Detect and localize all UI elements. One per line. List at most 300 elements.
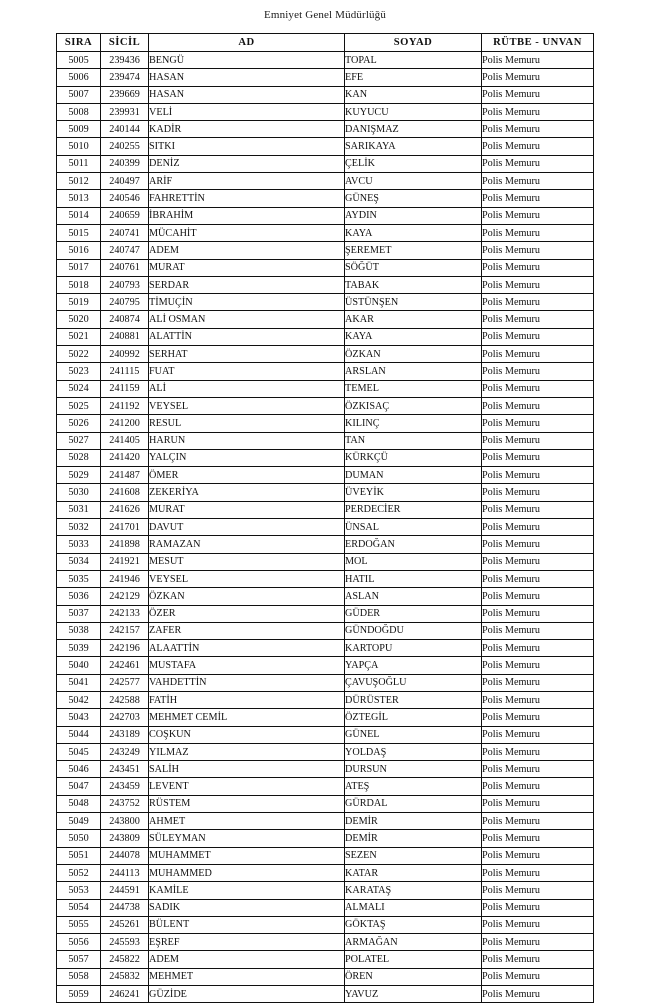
table-row <box>57 380 594 397</box>
table-row <box>57 346 594 363</box>
cell-sicil: 240747 <box>101 242 149 259</box>
cell-sicil: 243800 <box>101 813 149 830</box>
cell-sicil: 245261 <box>101 916 149 933</box>
cell-rutbe: Polis Memuru <box>482 640 594 657</box>
cell-sicil: 242577 <box>101 674 149 691</box>
table-row <box>57 259 594 276</box>
cell-ad: RESUL <box>149 415 345 432</box>
cell-sira: 5031 <box>57 501 101 518</box>
cell-sicil: 242133 <box>101 605 149 622</box>
cell-sira: 5030 <box>57 484 101 501</box>
document-title: Emniyet Genel Müdürlüğü <box>264 9 386 21</box>
table-row <box>57 916 594 933</box>
cell-rutbe: Polis Memuru <box>482 484 594 501</box>
cell-soyad: ÖZTEGİL <box>345 709 482 726</box>
cell-soyad: HATIL <box>345 570 482 587</box>
cell-ad: ADEM <box>149 951 345 968</box>
cell-sira: 5028 <box>57 449 101 466</box>
cell-sira: 5052 <box>57 864 101 881</box>
cell-ad: FAHRETTİN <box>149 190 345 207</box>
cell-sicil: 243451 <box>101 761 149 778</box>
cell-rutbe: Polis Memuru <box>482 951 594 968</box>
cell-rutbe: Polis Memuru <box>482 899 594 916</box>
cell-ad: HASAN <box>149 86 345 103</box>
column-header-soyad: SOYAD <box>345 34 482 52</box>
cell-soyad: KILINÇ <box>345 415 482 432</box>
cell-rutbe: Polis Memuru <box>482 207 594 224</box>
cell-soyad: GÖKTAŞ <box>345 916 482 933</box>
cell-soyad: KARATAŞ <box>345 882 482 899</box>
cell-sira: 5025 <box>57 397 101 414</box>
cell-rutbe: Polis Memuru <box>482 190 594 207</box>
cell-sicil: 242461 <box>101 657 149 674</box>
cell-rutbe: Polis Memuru <box>482 173 594 190</box>
cell-rutbe: Polis Memuru <box>482 847 594 864</box>
cell-sira: 5016 <box>57 242 101 259</box>
cell-soyad: GÜNEŞ <box>345 190 482 207</box>
cell-sicil: 241405 <box>101 432 149 449</box>
cell-rutbe: Polis Memuru <box>482 813 594 830</box>
cell-rutbe: Polis Memuru <box>482 570 594 587</box>
cell-sira: 5018 <box>57 276 101 293</box>
cell-sicil: 241115 <box>101 363 149 380</box>
cell-sira: 5035 <box>57 570 101 587</box>
cell-sira: 5037 <box>57 605 101 622</box>
cell-sira: 5027 <box>57 432 101 449</box>
table-row <box>57 899 594 916</box>
cell-ad: SERHAT <box>149 346 345 363</box>
cell-rutbe: Polis Memuru <box>482 968 594 985</box>
table-row <box>57 415 594 432</box>
cell-sira: 5013 <box>57 190 101 207</box>
cell-soyad: KATAR <box>345 864 482 881</box>
cell-sicil: 241192 <box>101 397 149 414</box>
table-row <box>57 864 594 881</box>
cell-ad: SALİH <box>149 761 345 778</box>
cell-rutbe: Polis Memuru <box>482 415 594 432</box>
cell-sira: 5009 <box>57 121 101 138</box>
table-row <box>57 847 594 864</box>
table-row <box>57 934 594 951</box>
cell-sicil: 240255 <box>101 138 149 155</box>
cell-rutbe: Polis Memuru <box>482 778 594 795</box>
table-row <box>57 155 594 172</box>
cell-rutbe: Polis Memuru <box>482 467 594 484</box>
cell-ad: EŞREF <box>149 934 345 951</box>
cell-rutbe: Polis Memuru <box>482 155 594 172</box>
cell-rutbe: Polis Memuru <box>482 294 594 311</box>
cell-rutbe: Polis Memuru <box>482 52 594 69</box>
cell-sicil: 241921 <box>101 553 149 570</box>
table-row <box>57 640 594 657</box>
table-row <box>57 69 594 86</box>
table-row <box>57 605 594 622</box>
cell-ad: VEYSEL <box>149 397 345 414</box>
cell-sira: 5059 <box>57 986 101 1003</box>
cell-ad: MUSTAFA <box>149 657 345 674</box>
column-header-sicil: SİCİL <box>101 34 149 52</box>
cell-sicil: 244113 <box>101 864 149 881</box>
cell-ad: MESUT <box>149 553 345 570</box>
cell-soyad: ARSLAN <box>345 363 482 380</box>
cell-ad: VAHDETTİN <box>149 674 345 691</box>
cell-rutbe: Polis Memuru <box>482 121 594 138</box>
cell-ad: DAVUT <box>149 519 345 536</box>
cell-sicil: 240659 <box>101 207 149 224</box>
table-row <box>57 778 594 795</box>
cell-rutbe: Polis Memuru <box>482 674 594 691</box>
cell-soyad: TABAK <box>345 276 482 293</box>
cell-soyad: EFE <box>345 69 482 86</box>
cell-soyad: GÜRDAL <box>345 795 482 812</box>
cell-sira: 5012 <box>57 173 101 190</box>
cell-sicil: 241159 <box>101 380 149 397</box>
table-row <box>57 709 594 726</box>
cell-rutbe: Polis Memuru <box>482 622 594 639</box>
cell-soyad: DUMAN <box>345 467 482 484</box>
table-row <box>57 328 594 345</box>
cell-rutbe: Polis Memuru <box>482 311 594 328</box>
cell-sicil: 241487 <box>101 467 149 484</box>
cell-ad: YALÇIN <box>149 449 345 466</box>
cell-soyad: SARIKAYA <box>345 138 482 155</box>
cell-sira: 5051 <box>57 847 101 864</box>
cell-soyad: TOPAL <box>345 52 482 69</box>
table-row <box>57 138 594 155</box>
cell-soyad: YAPÇA <box>345 657 482 674</box>
table-row <box>57 467 594 484</box>
cell-ad: SADIK <box>149 899 345 916</box>
cell-rutbe: Polis Memuru <box>482 224 594 241</box>
cell-soyad: ASLAN <box>345 588 482 605</box>
table-row <box>57 951 594 968</box>
cell-ad: TİMUÇİN <box>149 294 345 311</box>
cell-soyad: AKAR <box>345 311 482 328</box>
cell-soyad: ALMALI <box>345 899 482 916</box>
table-row <box>57 622 594 639</box>
cell-sicil: 240795 <box>101 294 149 311</box>
cell-ad: RAMAZAN <box>149 536 345 553</box>
cell-ad: FATİH <box>149 691 345 708</box>
cell-sira: 5032 <box>57 519 101 536</box>
table-row <box>57 242 594 259</box>
cell-soyad: DEMİR <box>345 830 482 847</box>
cell-sicil: 239436 <box>101 52 149 69</box>
table-row <box>57 553 594 570</box>
table-row <box>57 86 594 103</box>
table-body <box>57 52 594 1003</box>
cell-sicil: 241898 <box>101 536 149 553</box>
cell-soyad: GÜDER <box>345 605 482 622</box>
cell-soyad: DEMİR <box>345 813 482 830</box>
cell-sira: 5022 <box>57 346 101 363</box>
cell-ad: VEYSEL <box>149 570 345 587</box>
cell-rutbe: Polis Memuru <box>482 986 594 1003</box>
table-row <box>57 397 594 414</box>
cell-sicil: 240144 <box>101 121 149 138</box>
personnel-roster-table <box>56 33 594 1003</box>
cell-rutbe: Polis Memuru <box>482 709 594 726</box>
table-row <box>57 882 594 899</box>
cell-ad: İBRAHİM <box>149 207 345 224</box>
cell-rutbe: Polis Memuru <box>482 328 594 345</box>
cell-sicil: 240546 <box>101 190 149 207</box>
cell-rutbe: Polis Memuru <box>482 761 594 778</box>
cell-rutbe: Polis Memuru <box>482 519 594 536</box>
table-row <box>57 743 594 760</box>
cell-soyad: KAN <box>345 86 482 103</box>
cell-soyad: ÇAVUŞOĞLU <box>345 674 482 691</box>
cell-sira: 5010 <box>57 138 101 155</box>
cell-sicil: 243809 <box>101 830 149 847</box>
cell-sicil: 239669 <box>101 86 149 103</box>
cell-sicil: 245822 <box>101 951 149 968</box>
cell-soyad: KARTOPU <box>345 640 482 657</box>
cell-rutbe: Polis Memuru <box>482 432 594 449</box>
cell-sira: 5048 <box>57 795 101 812</box>
table-row <box>57 519 594 536</box>
cell-soyad: KAYA <box>345 224 482 241</box>
cell-sicil: 245593 <box>101 934 149 951</box>
cell-sicil: 243459 <box>101 778 149 795</box>
cell-soyad: DÜRÜSTER <box>345 691 482 708</box>
cell-sicil: 241701 <box>101 519 149 536</box>
cell-rutbe: Polis Memuru <box>482 380 594 397</box>
cell-soyad: TEMEL <box>345 380 482 397</box>
table-row <box>57 294 594 311</box>
cell-rutbe: Polis Memuru <box>482 691 594 708</box>
cell-sira: 5039 <box>57 640 101 657</box>
cell-sicil: 243189 <box>101 726 149 743</box>
cell-soyad: SEZEN <box>345 847 482 864</box>
cell-sicil: 239931 <box>101 103 149 120</box>
cell-sicil: 239474 <box>101 69 149 86</box>
cell-ad: ALATTİN <box>149 328 345 345</box>
cell-sicil: 244591 <box>101 882 149 899</box>
table-row <box>57 813 594 830</box>
cell-rutbe: Polis Memuru <box>482 397 594 414</box>
cell-soyad: ÜNSAL <box>345 519 482 536</box>
table-row <box>57 588 594 605</box>
cell-rutbe: Polis Memuru <box>482 605 594 622</box>
table-row <box>57 449 594 466</box>
cell-sira: 5008 <box>57 103 101 120</box>
table-row <box>57 501 594 518</box>
cell-ad: MUHAMMET <box>149 847 345 864</box>
table-row <box>57 657 594 674</box>
cell-soyad: GÜNDOĞDU <box>345 622 482 639</box>
cell-soyad: ÖREN <box>345 968 482 985</box>
cell-sira: 5050 <box>57 830 101 847</box>
cell-sira: 5026 <box>57 415 101 432</box>
cell-rutbe: Polis Memuru <box>482 449 594 466</box>
cell-ad: COŞKUN <box>149 726 345 743</box>
cell-sira: 5047 <box>57 778 101 795</box>
table-row <box>57 691 594 708</box>
cell-soyad: GÜNEL <box>345 726 482 743</box>
cell-sira: 5053 <box>57 882 101 899</box>
cell-sicil: 240793 <box>101 276 149 293</box>
cell-soyad: KÜRKÇÜ <box>345 449 482 466</box>
cell-soyad: MOL <box>345 553 482 570</box>
cell-soyad: DANIŞMAZ <box>345 121 482 138</box>
table-row <box>57 207 594 224</box>
cell-rutbe: Polis Memuru <box>482 916 594 933</box>
column-header-ad: AD <box>149 34 345 52</box>
cell-sicil: 241200 <box>101 415 149 432</box>
cell-sira: 5041 <box>57 674 101 691</box>
cell-sira: 5043 <box>57 709 101 726</box>
cell-sira: 5006 <box>57 69 101 86</box>
cell-sicil: 244078 <box>101 847 149 864</box>
table-row <box>57 190 594 207</box>
cell-ad: VELİ <box>149 103 345 120</box>
cell-sira: 5057 <box>57 951 101 968</box>
cell-soyad: AYDIN <box>345 207 482 224</box>
cell-sicil: 240881 <box>101 328 149 345</box>
table-row <box>57 484 594 501</box>
cell-sicil: 241946 <box>101 570 149 587</box>
cell-soyad: KAYA <box>345 328 482 345</box>
table-header-row <box>57 34 594 52</box>
table-row <box>57 121 594 138</box>
cell-soyad: SÖĞÜT <box>345 259 482 276</box>
table-row <box>57 311 594 328</box>
table-row <box>57 968 594 985</box>
cell-sira: 5054 <box>57 899 101 916</box>
cell-sicil: 241608 <box>101 484 149 501</box>
cell-sira: 5056 <box>57 934 101 951</box>
cell-ad: SITKI <box>149 138 345 155</box>
cell-sicil: 241626 <box>101 501 149 518</box>
cell-ad: FUAT <box>149 363 345 380</box>
cell-soyad: ÜVEYİK <box>345 484 482 501</box>
cell-ad: SÜLEYMAN <box>149 830 345 847</box>
cell-sicil: 244738 <box>101 899 149 916</box>
cell-ad: KADİR <box>149 121 345 138</box>
cell-sira: 5007 <box>57 86 101 103</box>
cell-soyad: POLATEL <box>345 951 482 968</box>
cell-sira: 5058 <box>57 968 101 985</box>
cell-ad: ALİ <box>149 380 345 397</box>
cell-rutbe: Polis Memuru <box>482 553 594 570</box>
table-row <box>57 432 594 449</box>
cell-sira: 5040 <box>57 657 101 674</box>
table-row <box>57 986 594 1003</box>
table-row <box>57 52 594 69</box>
cell-ad: MÜCAHİT <box>149 224 345 241</box>
cell-sira: 5020 <box>57 311 101 328</box>
cell-rutbe: Polis Memuru <box>482 934 594 951</box>
cell-sira: 5045 <box>57 743 101 760</box>
cell-soyad: ATEŞ <box>345 778 482 795</box>
cell-ad: GÜZİDE <box>149 986 345 1003</box>
cell-sicil: 242588 <box>101 691 149 708</box>
cell-sira: 5049 <box>57 813 101 830</box>
cell-rutbe: Polis Memuru <box>482 795 594 812</box>
cell-sira: 5044 <box>57 726 101 743</box>
cell-rutbe: Polis Memuru <box>482 657 594 674</box>
cell-ad: ZEKERİYA <box>149 484 345 501</box>
cell-ad: ZAFER <box>149 622 345 639</box>
cell-sicil: 242157 <box>101 622 149 639</box>
cell-ad: HASAN <box>149 69 345 86</box>
cell-rutbe: Polis Memuru <box>482 726 594 743</box>
table-row <box>57 224 594 241</box>
table-row <box>57 103 594 120</box>
table-row <box>57 726 594 743</box>
cell-sira: 5034 <box>57 553 101 570</box>
cell-ad: BENGÜ <box>149 52 345 69</box>
cell-soyad: DURSUN <box>345 761 482 778</box>
cell-sicil: 246241 <box>101 986 149 1003</box>
cell-sicil: 242129 <box>101 588 149 605</box>
cell-soyad: ÖZKISAÇ <box>345 397 482 414</box>
cell-ad: HARUN <box>149 432 345 449</box>
cell-ad: SERDAR <box>149 276 345 293</box>
cell-sicil: 242196 <box>101 640 149 657</box>
cell-sira: 5042 <box>57 691 101 708</box>
cell-sira: 5055 <box>57 916 101 933</box>
cell-ad: MURAT <box>149 259 345 276</box>
cell-sira: 5017 <box>57 259 101 276</box>
cell-ad: MUHAMMED <box>149 864 345 881</box>
cell-rutbe: Polis Memuru <box>482 536 594 553</box>
cell-sicil: 240874 <box>101 311 149 328</box>
cell-sira: 5036 <box>57 588 101 605</box>
cell-sira: 5014 <box>57 207 101 224</box>
cell-sira: 5021 <box>57 328 101 345</box>
cell-sira: 5038 <box>57 622 101 639</box>
cell-soyad: YAVUZ <box>345 986 482 1003</box>
cell-rutbe: Polis Memuru <box>482 242 594 259</box>
cell-rutbe: Polis Memuru <box>482 864 594 881</box>
cell-ad: DENİZ <box>149 155 345 172</box>
cell-rutbe: Polis Memuru <box>482 138 594 155</box>
cell-sira: 5011 <box>57 155 101 172</box>
cell-sicil: 241420 <box>101 449 149 466</box>
cell-sicil: 242703 <box>101 709 149 726</box>
cell-ad: MURAT <box>149 501 345 518</box>
cell-sicil: 240761 <box>101 259 149 276</box>
cell-soyad: ÜSTÜNŞEN <box>345 294 482 311</box>
cell-ad: AHMET <box>149 813 345 830</box>
cell-ad: ÖMER <box>149 467 345 484</box>
cell-soyad: YOLDAŞ <box>345 743 482 760</box>
cell-sira: 5029 <box>57 467 101 484</box>
cell-soyad: AVCU <box>345 173 482 190</box>
cell-soyad: ŞEREMET <box>345 242 482 259</box>
cell-rutbe: Polis Memuru <box>482 882 594 899</box>
cell-ad: ARİF <box>149 173 345 190</box>
cell-ad: BÜLENT <box>149 916 345 933</box>
cell-sicil: 240741 <box>101 224 149 241</box>
cell-sira: 5024 <box>57 380 101 397</box>
table-row <box>57 795 594 812</box>
cell-sira: 5033 <box>57 536 101 553</box>
cell-rutbe: Polis Memuru <box>482 743 594 760</box>
column-header-rutbe: RÜTBE - UNVAN <box>482 34 594 52</box>
table-row <box>57 761 594 778</box>
cell-soyad: KUYUCU <box>345 103 482 120</box>
cell-sicil: 240399 <box>101 155 149 172</box>
table-row <box>57 363 594 380</box>
cell-ad: ÖZER <box>149 605 345 622</box>
cell-ad: MEHMET <box>149 968 345 985</box>
cell-ad: ALAATTİN <box>149 640 345 657</box>
cell-sicil: 240992 <box>101 346 149 363</box>
cell-sicil: 243752 <box>101 795 149 812</box>
